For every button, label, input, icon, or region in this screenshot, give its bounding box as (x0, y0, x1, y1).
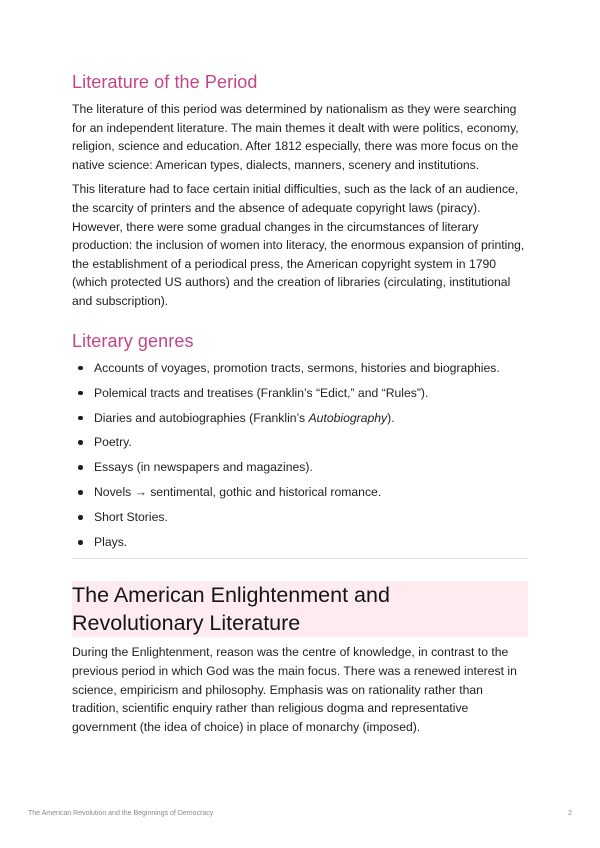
genres-list (72, 359, 528, 552)
list-item (72, 508, 528, 527)
bullet-icon (78, 416, 83, 421)
section-heading-literature-period: Literature of the Period (72, 72, 258, 92)
list-item-text: Novels → sentimental, gothic and historical romance. (94, 485, 382, 500)
list-item (72, 533, 528, 552)
bullet-icon (78, 366, 83, 371)
footer-title: The American Revolution and the Beginnings of Democracy (28, 810, 214, 817)
chapter-heading-line-2: Revolutionary Literature (72, 611, 301, 636)
bullet-icon (78, 440, 83, 445)
list-item (72, 384, 528, 403)
chapter-heading (72, 581, 528, 637)
list-item-text-before: Diaries and autobiographies (Franklin’s (94, 410, 309, 425)
list-item (72, 409, 528, 428)
page-content (72, 70, 528, 742)
book-title: Autobiography (308, 410, 388, 425)
paragraph: The literature of this period was determined by nationalism as they were searching for an independent literature. The main themes it dealt with were politics, economy, religion, science and education. After 1812 especially, there was more focus on the native science: American types, dialects, manners, scenery and institutions. (72, 102, 519, 172)
list-item (72, 359, 528, 378)
bullet-icon (78, 515, 83, 520)
list-item (72, 433, 528, 452)
list-item-text: Accounts of voyages, promotion tracts, sermons, histories and biographies. (94, 360, 500, 375)
bullet-icon (78, 465, 83, 470)
chapter-heading-line-1: The American Enlightenment and (72, 583, 390, 608)
section-heading-literary-genres: Literary genres (72, 330, 194, 351)
list-item-text: Short Stories. (94, 510, 168, 525)
bullet-icon (78, 490, 83, 495)
list-item-text-after: ). (387, 410, 395, 425)
bullet-icon (78, 391, 83, 396)
page-number: 2 (568, 810, 572, 817)
list-item-text: Polemical tracts and treatises (Franklin’s “Edict,” and “Rules”). (94, 385, 429, 400)
bullet-icon (78, 540, 83, 545)
list-item-text: Essays (in newspapers and magazines). (94, 460, 313, 475)
list-item-text: Poetry. (94, 435, 132, 450)
list-item (72, 458, 528, 477)
list-item-text: Plays. (94, 535, 128, 550)
paragraph: During the Enlightenment, reason was the centre of knowledge, in contrast to the previous period in which God was the main focus. There was a renewed interest in science, empiricism and philosophy. Emphasis was on rationality rather than tradition, scientific enquiry rather than religious dogma and representative government (the idea of choice) in place of monarchy (imposed). (72, 645, 517, 734)
divider (72, 558, 528, 559)
paragraph: This literature had to face certain initial difficulties, such as the lack of an audience, the scarcity of printers and the absence of adequate copyright laws (piracy). However, there were some gradual changes in the circumstances of literary production: the inclusion of women into literacy, the enormous expansion of printing, the establishment of a periodical press, the American copyright system in 1790 (which protected US authors) and the creation of libraries (circulating, institutional and subscription). (72, 182, 525, 308)
list-item (72, 483, 528, 502)
